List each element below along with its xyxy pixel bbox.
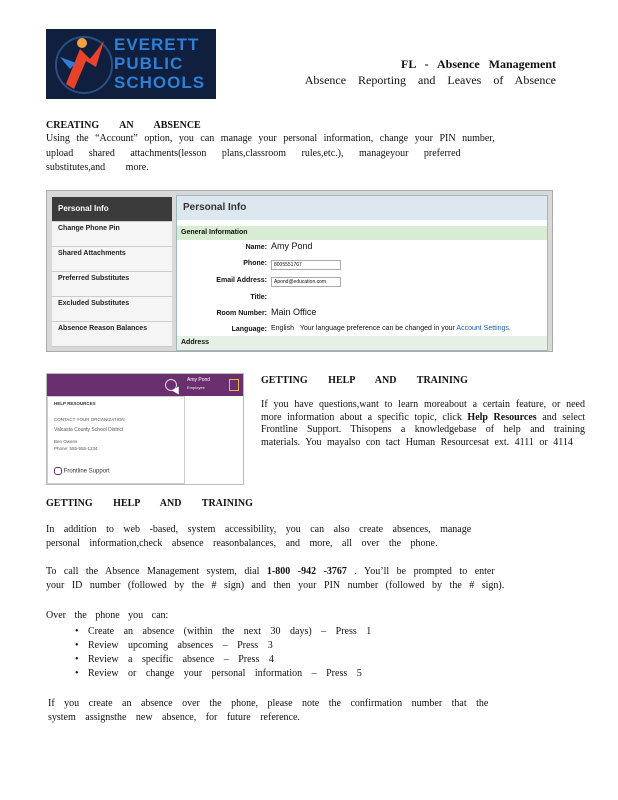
sidebar-item-shared-attachments[interactable]: Shared Attachments [52,247,172,272]
bullet-review-upcoming: • Review upcoming absences – Press 3 [75,640,273,651]
support-icon [54,467,62,475]
contact-phone: Phone: 555-555-1234 [54,446,98,451]
panel-title: Personal Info [177,196,547,220]
org-name: Valcasta County School District [54,427,124,433]
creating-heading: CREATING AN ABSENCE [46,120,201,131]
field-label: Room Number: [216,310,267,317]
sidebar-item-change-phone-pin[interactable]: Change Phone Pin [52,222,172,247]
help-right-text-1: If you have questions,want to learn moreabout a certain feature, or need more information about a specific topic, click [261,399,585,423]
contact-role: Ben Owens [54,439,78,444]
language-value: English [271,325,294,332]
phone-p2-line-2: your ID number (followed by the # sign) and then your PIN number (followed by the # sign). [46,580,505,591]
bullet-create: • Create an absence (within the next 30 days) – Press 1 [75,626,372,637]
phone-number: 1-800 -942 -3767 [266,566,347,577]
document-subtitle: Absence Reporting and Leaves of Absence [304,73,556,87]
final-line-2: system assignsthe new absence, for future reference. [48,712,300,723]
final-line-1: If you create an absence over the phone, please note the confirmation number that the [48,698,489,709]
user-name[interactable]: Amy Pond [187,377,211,383]
field-row-email [177,275,547,289]
field-value-language [271,325,511,332]
sidebar-item-personal-info[interactable]: Personal Info [52,197,172,222]
address-band: Address [177,336,547,350]
help-resources-menu [47,396,185,484]
phone-p2-text-after: . You’ll be prompted to enter [354,566,495,577]
field-row-phone [177,258,547,272]
account-sidebar [52,197,172,347]
field-label: Phone: [243,260,267,267]
bullet-review-specific: • Review a specific absence – Press 4 [75,654,274,665]
notification-icon[interactable] [229,379,239,391]
language-note: Your language preference can be changed in your [299,325,455,332]
field-label: Title: [250,294,267,301]
help-resources-ref: Help Resources [467,411,537,423]
help-right-heading: GETTING HELP AND TRAINING [261,375,468,386]
field-row-name [177,242,547,256]
user-role: Employee [187,385,205,390]
over-phone-label: Over the phone you can: [46,610,169,621]
sidebar-item-excluded-substitutes[interactable]: Excluded Substitutes [52,297,172,322]
creating-line-1: Using the “Account” option, you can manage your personal information, change your PIN number, [46,133,495,144]
email-input[interactable]: Apond@education.com [271,277,341,287]
org-label: CONTACT YOUR ORGANIZATION [54,417,125,422]
general-information-band: General Information [177,226,547,240]
creating-line-3: substitutes,and more. [46,162,149,173]
phone-p2-text-before: To call the Absence Management system, dial [46,566,260,577]
phone-p1-line-2: personal information,check absence reasonbalances, and more, all over the phone. [46,538,438,549]
field-value-room: Main Office [271,307,317,317]
field-label: Name: [245,244,267,251]
support-label: Frontline Support [63,468,110,475]
phone-input[interactable]: 8005551767 [271,260,341,270]
app-top-bar [47,374,243,396]
sidebar-item-absence-reason-balances[interactable]: Absence Reason Balances [52,322,172,347]
frontline-support-link[interactable] [54,467,110,475]
help-right-paragraph [261,399,585,449]
phone-p1-line-1: In addition to web -based, system accessibility, you can also create absences, manage [46,524,472,535]
personal-info-panel [176,195,548,351]
field-label: Language: [231,326,267,333]
phone-p2-line-1 [46,566,495,578]
logo-line-2: PUBLIC [114,54,184,73]
help-resources-screenshot [46,373,244,485]
help-phone-heading: GETTING HELP AND TRAINING [46,498,253,509]
sidebar-item-preferred-substitutes[interactable]: Preferred Substitutes [52,272,172,297]
district-logo [46,29,216,99]
field-row-room [177,308,547,322]
logo-line-1: EVERETT [114,35,200,54]
help-right-text-2: and select Frontline Support. Thisopens a knowledgebase of help and training materials. You mayalso con tact Human Resourcesat ext. 4111 or 4114 [261,411,586,448]
bullet-review-change: • Review or change your personal information – Press 5 [75,668,362,679]
document-title: FL - Absence Management [401,57,556,71]
field-row-title [177,292,547,306]
account-settings-link[interactable]: Account Settings. [456,325,511,332]
field-label: Email Address: [216,277,267,284]
personal-info-screenshot [46,190,553,352]
field-value-name: Amy Pond [271,241,313,251]
creating-line-2: upload shared attachments(lesson plans,classroom rules,etc.), manageyour preferred [46,148,461,159]
menu-title: HELP RESOURCES [54,401,96,406]
logo-line-3: SCHOOLS [114,73,206,92]
